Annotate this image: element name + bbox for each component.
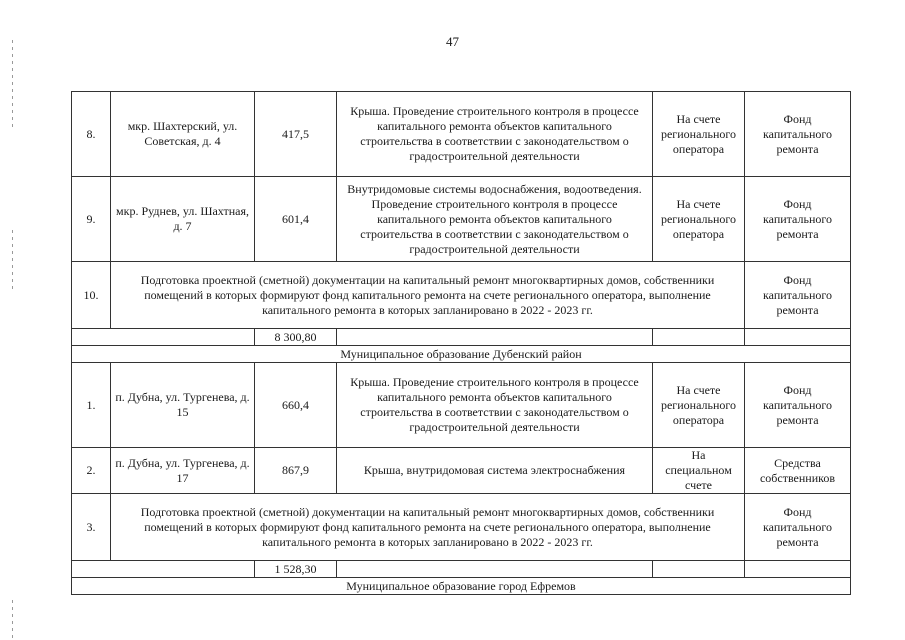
- address: п. Дубна, ул. Тургенева, д. 17: [111, 448, 255, 494]
- section-row: [72, 346, 851, 363]
- total-value: 8 300,80: [255, 329, 337, 346]
- fund-method: На счете регионального оператора: [653, 177, 745, 262]
- work-type: Внутридомовые системы водоснабжения, водоотведения. Проведение строительного контроля в процессе капитального ремонта объектов капитального строительства в соответствии с законодательством о градостроительной деятельности: [337, 177, 653, 262]
- fund-source: Фонд капитального ремонта: [745, 92, 851, 177]
- fund-method: На счете регионального оператора: [653, 363, 745, 448]
- total-row: [72, 329, 851, 346]
- work-type: Крыша. Проведение строительного контроля в процессе капитального ремонта объектов капитального строительства в соответствии с законодательством о градостроительной деятельности: [337, 92, 653, 177]
- page-number: 47: [446, 34, 459, 49]
- table-row: [72, 177, 851, 262]
- work-type: Крыша. Проведение строительного контроля в процессе капитального ремонта объектов капитального строительства в соответствии с законодательством о градостроительной деятельности: [337, 363, 653, 448]
- row-number: 1.: [72, 363, 111, 448]
- total-value: 1 528,30: [255, 561, 337, 578]
- area: 660,4: [255, 363, 337, 448]
- table-row: [72, 494, 851, 561]
- table-row: [72, 448, 851, 494]
- fund-source: Средства собственников: [745, 448, 851, 494]
- area: 867,9: [255, 448, 337, 494]
- table-row: [72, 363, 851, 448]
- fund-method: На специальном счете: [653, 448, 745, 494]
- fund-source: Фонд капитального ремонта: [745, 363, 851, 448]
- row-number: 8.: [72, 92, 111, 177]
- fund-source: Фонд капитального ремонта: [745, 177, 851, 262]
- address: п. Дубна, ул. Тургенева, д. 15: [111, 363, 255, 448]
- row-number: 9.: [72, 177, 111, 262]
- area: 601,4: [255, 177, 337, 262]
- fund-method: На счете регионального оператора: [653, 92, 745, 177]
- section-row: [72, 578, 851, 595]
- table-row: [72, 262, 851, 329]
- row-number: 10.: [72, 262, 111, 329]
- row-number: 3.: [72, 494, 111, 561]
- address: мкр. Руднев, ул. Шахтная, д. 7: [111, 177, 255, 262]
- total-row: [72, 561, 851, 578]
- margin-mark: [12, 230, 13, 290]
- margin-mark: [12, 40, 13, 130]
- address: мкр. Шахтерский, ул. Советская, д. 4: [111, 92, 255, 177]
- table-row: [72, 92, 851, 177]
- area: 417,5: [255, 92, 337, 177]
- work-type: Крыша, внутридомовая система электроснабжения: [337, 448, 653, 494]
- fund-source: Фонд капитального ремонта: [745, 262, 851, 329]
- row-number: 2.: [72, 448, 111, 494]
- section-title: Муниципальное образование Дубенский район: [72, 346, 851, 363]
- section-title: Муниципальное образование город Ефремов: [72, 578, 851, 595]
- fund-source: Фонд капитального ремонта: [745, 494, 851, 561]
- design-documentation: Подготовка проектной (сметной) документации на капитальный ремонт многоквартирных домов, собственники помещений в которых формируют фонд капитального ремонта на счете регионального оператора, выполнение капитального ремонта в которых запланировано в 2022 - 2023 гг.: [111, 262, 745, 329]
- design-documentation: Подготовка проектной (сметной) документации на капитальный ремонт многоквартирных домов, собственники помещений в которых формируют фонд капитального ремонта на счете регионального оператора, выполнение капитального ремонта в которых запланировано в 2022 - 2023 гг.: [111, 494, 745, 561]
- margin-mark: [12, 600, 13, 640]
- repair-plan-table: [71, 91, 851, 595]
